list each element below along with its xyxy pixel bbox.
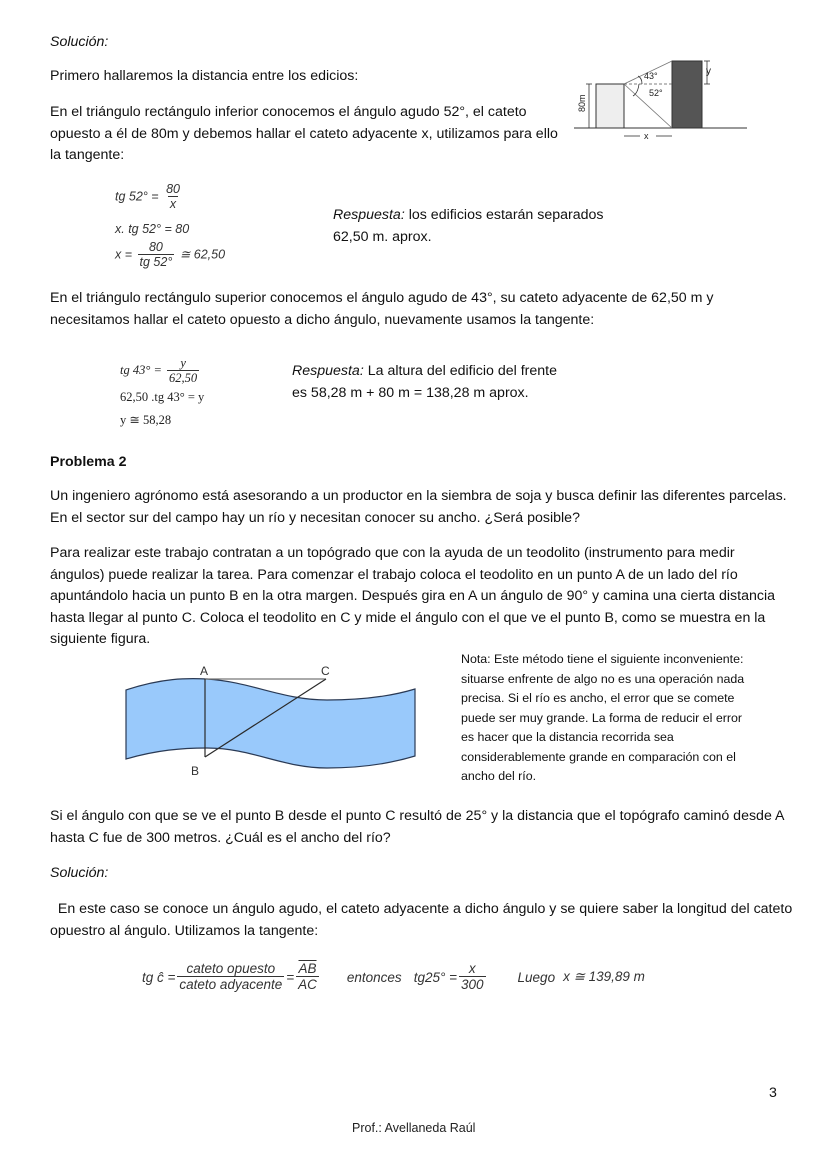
paragraph-lower-triangle: En el triángulo rectángulo inferior conocemos el ángulo agudo 52°, el cateto opuesto a él de 80m y debemos hallar el cateto adyacente x, utilizamos para ello la tangente: <box>50 104 558 163</box>
equation-block-2: tg 43° = $\frac{y}{62,50}$ 62,50 .tg 43° = y y ≅ 58,28 <box>120 356 205 427</box>
point-a-label: A <box>200 664 209 678</box>
equation-block-1: tg 52° = $\frac{80}{x}$ x. tg 52° = 80 x = $\frac{80}{tg 52^\circ}$ ≅ 62,50 <box>115 182 226 269</box>
question-text: Si el ángulo con que se ve el punto B desde el punto C resultó de 25° y la distancia que el topógrafo caminó desde A hasta C fue de 300 metros. ¿Cuál es el ancho del río? <box>50 808 785 846</box>
angle-52-label: 52° <box>649 88 663 98</box>
note-box: Nota: Este método tiene el siguiente inconveniente: situarse enfrente de algo no es una operación nada precisa. Si el río es ancho, el error que se comete puede ser muy grande. La forma de reducir el error es hacer que la distancia recorrida sea considerablemente grande en comparación con el ancho del río. <box>461 652 745 783</box>
solution-label: Solución: <box>50 34 109 50</box>
height-y-label: y <box>706 66 711 77</box>
page-number: 3 <box>769 1085 777 1101</box>
problem-2-title: Problema 2 <box>50 454 127 470</box>
angle-43-label: 43° <box>644 71 658 81</box>
solution-2-label: Solución: <box>50 865 109 881</box>
point-c-label: C <box>321 664 330 678</box>
intro-text: Primero hallaremos la distancia entre los edicios: <box>50 68 359 84</box>
answer-1: Respuesta: los edificios estarán separados 62,50 m. aprox. <box>333 207 604 245</box>
distance-x-label: x <box>644 131 649 141</box>
solution-2-text: En este caso se conoce un ángulo agudo, el cateto adyacente a dicho ángulo y se quiere saber la longitud del cateto opuestro al ángulo. Utilizamos la tangente: <box>50 901 793 939</box>
problem-2-intro: Un ingeniero agrónomo está asesorando a un productor en la siembra de soja y busca definir las diferentes parcelas. En el sector sur del campo hay un río y necesitan conocer su ancho. ¿Será posible? <box>50 488 787 526</box>
paragraph-upper-triangle: En el triángulo rectángulo superior conocemos el ángulo agudo de 43°, su cateto adyacente de 62,50 m y necesitamos hallar el cateto opuesto a dicho ángulo, nuevamente usamos la tangente: <box>50 290 714 328</box>
buildings-figure <box>572 56 752 146</box>
problem-2-description: Para realizar este trabajo contratan a un topógrado que con la ayuda de un teodolito (instrumento para medir ángulos) puede realizar la tarea. Para comenzar el trabajo coloca el teodolito en un punto A de un lado del río apuntándolo hacia un punto B en la otra margen. Después gira en A un ángulo de 90° y camina una cierta distancia hasta llegar al punto C. Coloca el teodolito en C y mide el ángulo con el que ve el punto B, como se muestra en la siguiente figura. <box>50 545 776 647</box>
river-figure <box>112 660 432 780</box>
answer-2: Respuesta: La altura del edificio del frente es 58,28 m + 80 m = 138,28 m aprox. <box>292 363 558 401</box>
tangent-formula: tg ĉ = $\frac{\text{cateto opuesto}}{\text{cateto adyacente}}$ = $\frac{\overline{AB}}{AC}$ entonces tg25° = $\frac{x}{300}$ Luego x ≅ 139,89 m <box>142 961 645 992</box>
footer-author: Prof.: Avellaneda Raúl <box>352 1121 476 1135</box>
point-b-label: B <box>191 764 200 778</box>
height-80m-label: 80m <box>577 94 587 112</box>
